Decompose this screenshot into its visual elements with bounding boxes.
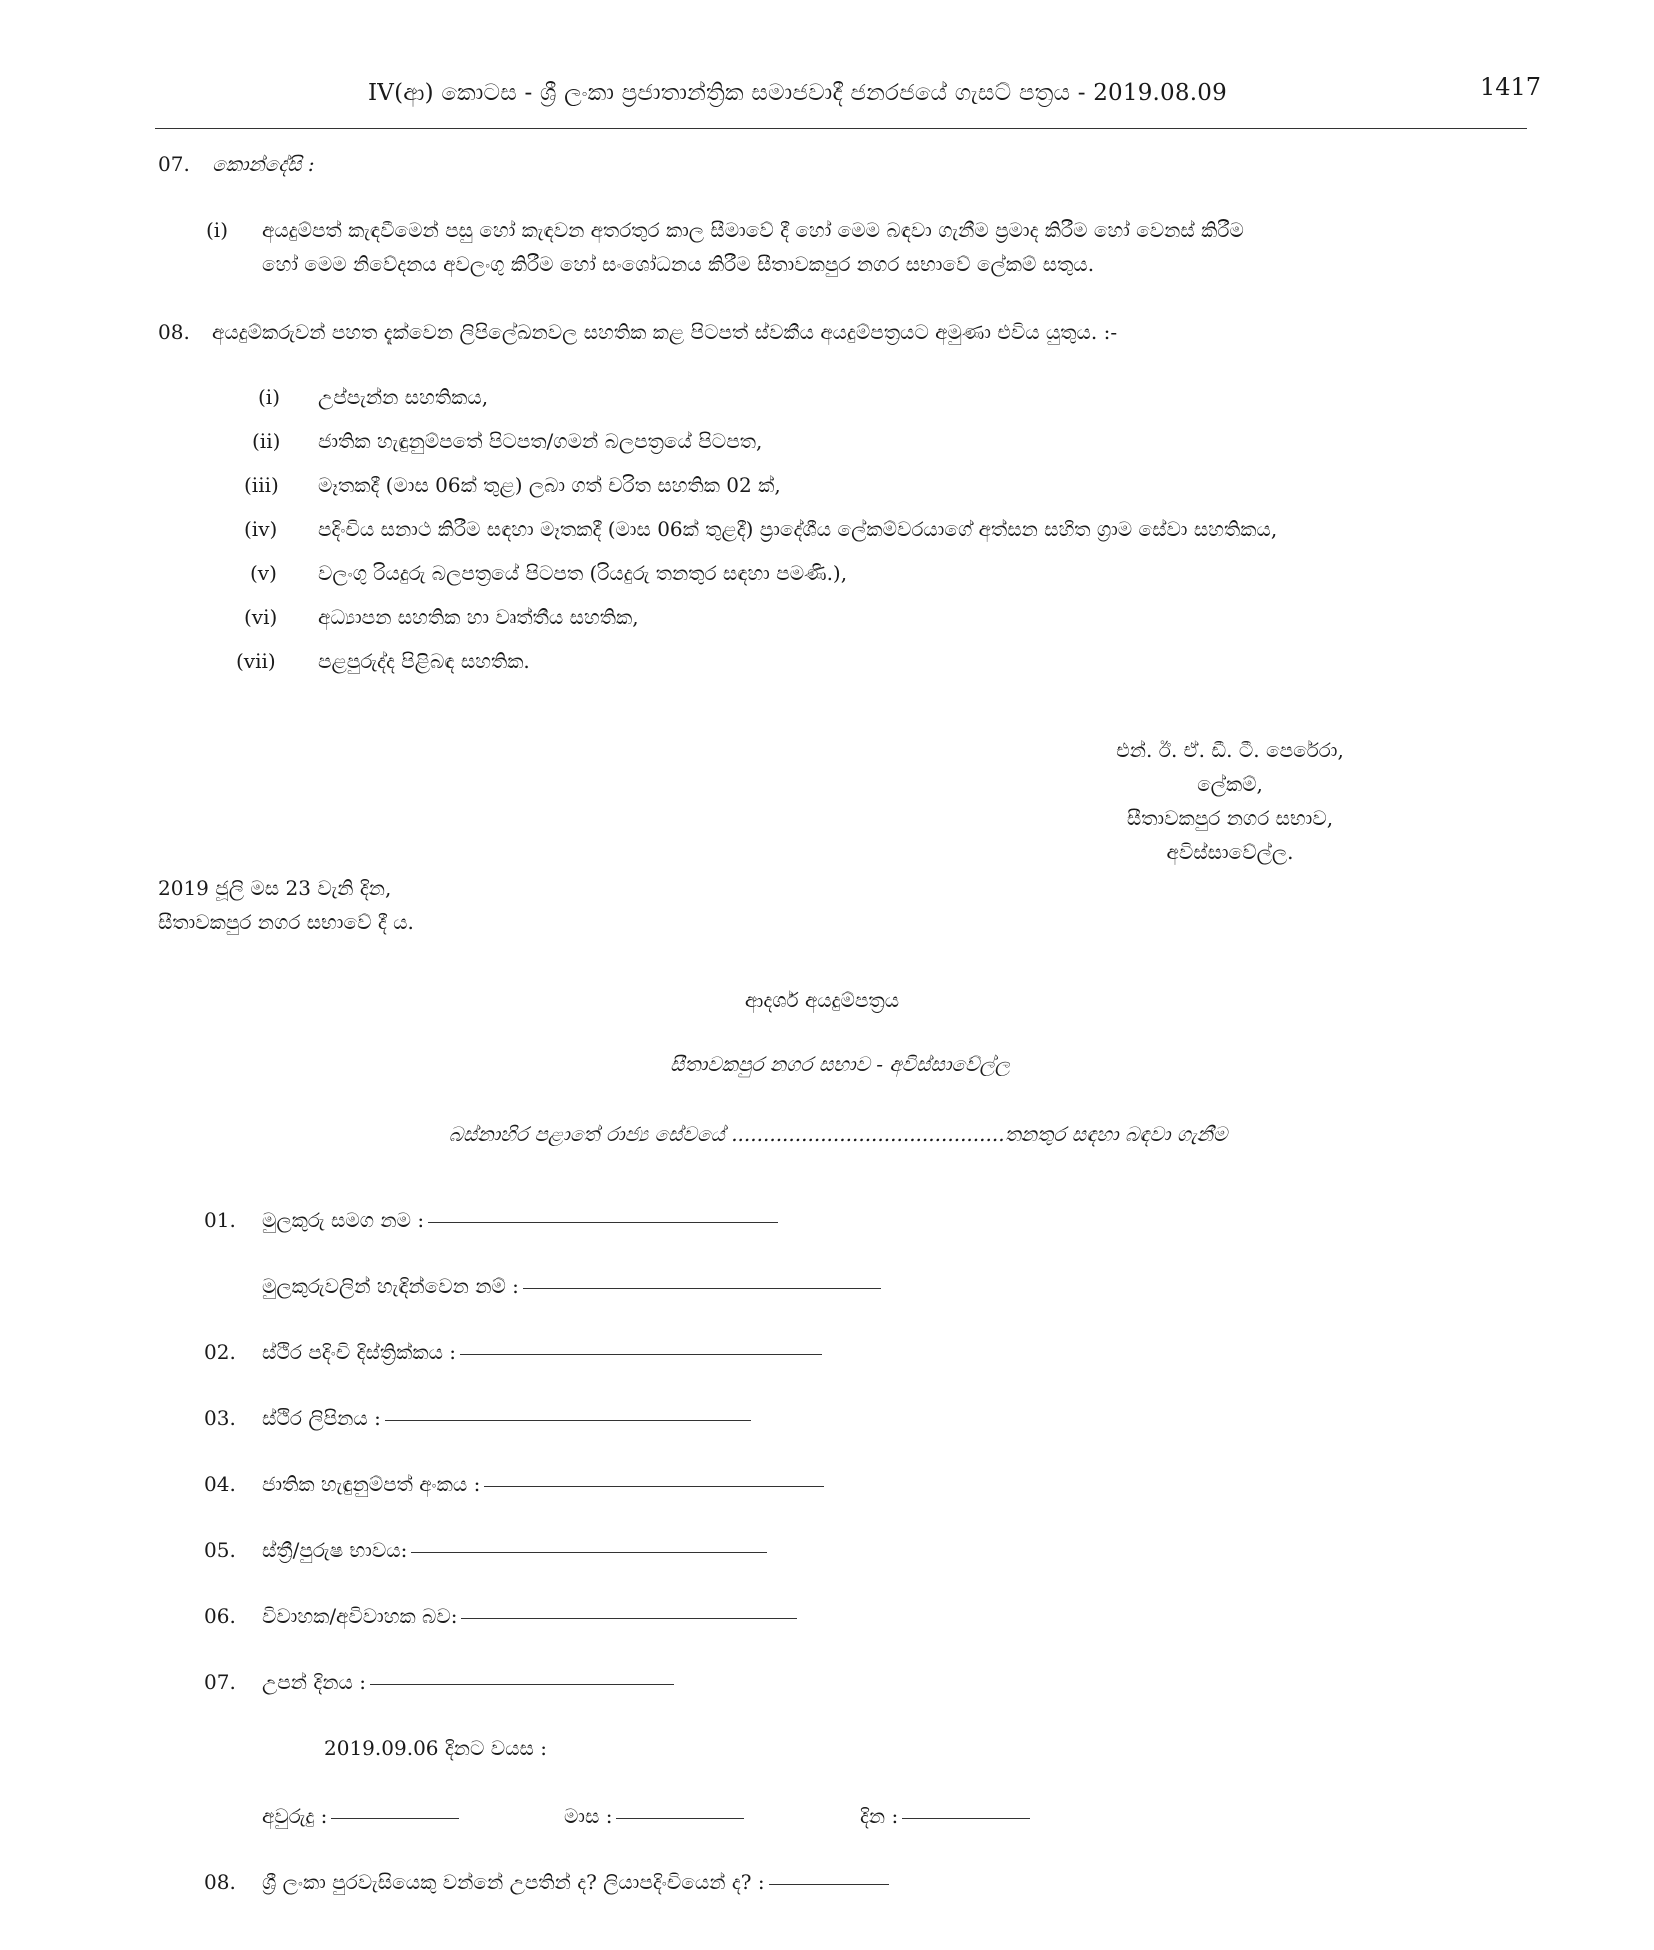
- section-07-item-label: (i): [206, 218, 229, 242]
- field-nic-number: [262, 1472, 824, 1496]
- gazette-header-title: IV(ආ) කොටස - ශ්‍රී ලංකා ප්‍රජාතාන්ත්‍රික සමාජවාදී ජනරජයේ ගැසට් පත්‍රය - 2019.08.09: [368, 80, 1227, 106]
- field-label: ජාතික හැඳුනුම්පත් අංකය :: [262, 1472, 481, 1496]
- fill-line: [769, 1884, 889, 1885]
- list-item-label: (ii): [252, 429, 281, 453]
- signature-place: අවිස්සාවේල්ල.: [1166, 840, 1294, 864]
- age-months: [564, 1804, 744, 1828]
- list-item: පළපුරුද්ද පිළිබඳ සහතික.: [318, 649, 530, 673]
- list-item: මෑතකදී (මාස 06ක් තුළ) ලබා ගත් චරිත සහතික 02 ක්,: [318, 473, 781, 497]
- signature-title: ලේකම්,: [1197, 772, 1263, 796]
- list-item-label: (vii): [236, 649, 276, 673]
- age-years: [262, 1804, 459, 1828]
- field-names-denoted: [262, 1274, 881, 1298]
- form-subtitle: සීතාවකපුර නගර සභාව - අවිස්සාවේල්ල: [670, 1052, 1010, 1076]
- fill-line: [460, 1354, 822, 1355]
- field-gender: [262, 1538, 767, 1562]
- list-item: ජාතික හැඳුනුම්පතේ පිටපත/ගමන් බලපත්‍රයේ පිටපත,: [318, 429, 763, 453]
- fill-line: [616, 1818, 744, 1819]
- section-07-item-line-2: හෝ මෙම නිවේදනය අවලංගු කිරීම හෝ සංශෝධනය කිරීම සීතාවකපුර නගර සභාවේ ලේකම් සතුය.: [262, 252, 1095, 276]
- field-label: දින :: [860, 1804, 899, 1828]
- list-item-label: (iv): [244, 517, 278, 541]
- section-07-title: කොන්දේසි :: [212, 152, 315, 176]
- field-label: උපන් දිනය :: [262, 1670, 366, 1694]
- fill-line: [385, 1420, 751, 1421]
- field-marital-status: [262, 1604, 797, 1628]
- field-02-number: 02.: [204, 1340, 236, 1364]
- field-label: මුලකුරු සමග නම :: [262, 1208, 425, 1232]
- field-permanent-address: [262, 1406, 751, 1430]
- field-label: ස්ථිර පදිංචි දිස්ත්‍රික්කය :: [262, 1340, 457, 1364]
- field-label: ස්ථිර ලිපිනය :: [262, 1406, 381, 1430]
- field-citizenship: [262, 1870, 889, 1894]
- age-as-at-label: 2019.09.06 දිනට වයස :: [324, 1736, 547, 1760]
- list-item: අධ්‍යාපන සහතික හා වෘත්තීය සහතික,: [318, 605, 639, 629]
- section-08-number: 08.: [158, 320, 190, 344]
- signature-name: එන්. ඊ. ඒ. ඩී. ටී. පෙරේරා,: [1116, 738, 1344, 762]
- field-permanent-district: [262, 1340, 822, 1364]
- field-label: ස්ත්‍රී/පුරුෂ භාවය:: [262, 1538, 408, 1562]
- fill-line: [523, 1288, 881, 1289]
- field-05-number: 05.: [204, 1538, 236, 1562]
- field-label: අවුරුදු :: [262, 1804, 328, 1828]
- list-item: වලංගු රියදුරු බලපත්‍රයේ පිටපත (රියදුරු තනතුර සඳහා පමණි.),: [318, 561, 848, 585]
- field-label: මුලකුරුවලින් හැඳින්වෙන නම් :: [262, 1274, 519, 1298]
- list-item-label: (iii): [244, 473, 279, 497]
- fill-line: [411, 1552, 767, 1553]
- field-label: ශ්‍රී ලංකා පුරවැසියෙකු වන්නේ උපතින් ද? ලියාපදිංචියෙන් ද? :: [262, 1870, 765, 1894]
- field-04-number: 04.: [204, 1472, 236, 1496]
- field-08-number: 08.: [204, 1870, 236, 1894]
- field-01-number: 01.: [204, 1208, 236, 1232]
- signature-office: සීතාවකපුර නගර සභාව,: [1126, 806, 1334, 830]
- fill-line: [902, 1818, 1030, 1819]
- field-07-number: 07.: [204, 1670, 236, 1694]
- field-name-with-initials: [262, 1208, 778, 1232]
- list-item: පදිංචිය සනාථ කිරීම සඳහා මෑතකදී (මාස 06ක් තුළදී) ප්‍රාදේශීය ලේකම්වරයාගේ අත්සන සහිත ග්‍රාම සේවා සහතිකය,: [318, 517, 1278, 541]
- fill-line: [331, 1818, 459, 1819]
- fill-line: [484, 1486, 824, 1487]
- form-title: ආදර්ශ අයදුම්පත්‍රය: [744, 988, 900, 1012]
- issue-date: 2019 ජූලි මස 23 වැනි දින,: [158, 876, 392, 900]
- issue-place: සීතාවකපුර නගර සභාවේ දී ය.: [158, 910, 414, 934]
- field-date-of-birth: [262, 1670, 674, 1694]
- fill-line: [461, 1618, 797, 1619]
- age-days: [860, 1804, 1030, 1828]
- fill-line: [370, 1684, 674, 1685]
- list-item-label: (v): [250, 561, 277, 585]
- list-item: උප්පැන්න සහතිකය,: [318, 385, 489, 409]
- section-07-number: 07.: [158, 152, 190, 176]
- field-03-number: 03.: [204, 1406, 236, 1430]
- fill-line: [428, 1222, 778, 1223]
- field-label: විවාහක/අවිවාහක බව:: [262, 1604, 458, 1628]
- section-07-item-line-1: අයදුම්පත් කැඳවීමෙන් පසු හෝ කැඳවන අතරතුර කාල සීමාවේ දී හෝ මෙම බඳවා ගැනීම ප්‍රමාද කිරීම හෝ වෙනස් කිරීම: [262, 218, 1244, 242]
- list-item-label: (i): [258, 385, 281, 409]
- header-divider: [155, 128, 1527, 129]
- field-06-number: 06.: [204, 1604, 236, 1628]
- section-08-text: අයදුම්කරුවන් පහත දැක්වෙන ලිපිලේඛනවල සහතික කළ පිටපත් ස්වකීය අයදුම්පත්‍රයට අමුණා එවිය යුතුය. :-: [212, 320, 1118, 344]
- form-post-line: බස්නාහිර පළාතේ රාජ්‍ය සේවයේ ...........................................තනතුර සඳහා බඳවා ගැනීම: [448, 1122, 1228, 1146]
- field-label: මාස :: [564, 1804, 613, 1828]
- list-item-label: (vi): [244, 605, 278, 629]
- page-number: 1417: [1480, 73, 1542, 101]
